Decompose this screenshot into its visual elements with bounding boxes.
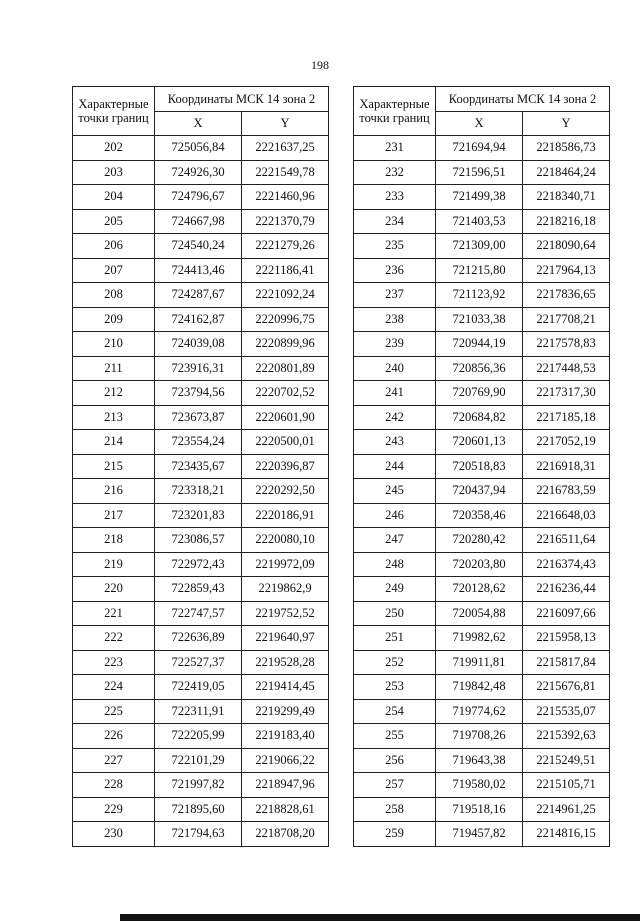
point-number-cell: 242 [354,405,436,430]
x-coordinate-cell: 720203,80 [436,552,523,577]
point-number-cell: 217 [73,503,155,528]
point-number-cell: 240 [354,356,436,381]
table-row [354,136,610,161]
x-coordinate-cell: 721309,00 [436,234,523,259]
x-coordinate-cell: 723554,24 [155,430,242,455]
x-coordinate-cell: 723435,67 [155,454,242,479]
table-row [73,405,329,430]
y-coordinate-cell: 2220601,90 [242,405,329,430]
point-number-cell: 203 [73,160,155,185]
table-row [354,748,610,773]
x-coordinate-cell: 723916,31 [155,356,242,381]
point-number-cell: 204 [73,185,155,210]
point-number-cell: 243 [354,430,436,455]
x-coordinate-cell: 719774,62 [436,699,523,724]
x-coordinate-cell: 722311,91 [155,699,242,724]
table-row [354,283,610,308]
x-coordinate-cell: 720280,42 [436,528,523,553]
points-column-header: Характерные точки границ [73,87,155,136]
x-coordinate-cell: 720518,83 [436,454,523,479]
point-number-cell: 224 [73,675,155,700]
y-coordinate-cell: 2216097,66 [523,601,610,626]
x-coordinate-cell: 722859,43 [155,577,242,602]
y-coordinate-cell: 2221637,25 [242,136,329,161]
y-coordinate-cell: 2220801,89 [242,356,329,381]
scan-edge-shadow [120,914,640,921]
y-column-header: Y [523,112,610,136]
coordinates-table-right [353,86,610,847]
x-coordinate-cell: 720769,90 [436,381,523,406]
point-number-cell: 232 [354,160,436,185]
y-coordinate-cell: 2221279,26 [242,234,329,259]
x-coordinate-cell: 722419,05 [155,675,242,700]
y-coordinate-cell: 2221092,24 [242,283,329,308]
table-row [354,479,610,504]
table-row [354,209,610,234]
table-row [354,650,610,675]
table-row [73,136,329,161]
point-number-cell: 212 [73,381,155,406]
point-number-cell: 231 [354,136,436,161]
table-row [354,454,610,479]
table-row [354,797,610,822]
y-column-header: Y [242,112,329,136]
point-number-cell: 222 [73,626,155,651]
point-number-cell: 221 [73,601,155,626]
table-row [354,258,610,283]
x-coordinate-cell: 719580,02 [436,773,523,798]
point-number-cell: 235 [354,234,436,259]
table-row [73,699,329,724]
table-row [354,822,610,847]
table-row [354,675,610,700]
y-coordinate-cell: 2220702,52 [242,381,329,406]
table-row [73,773,329,798]
table-row [354,773,610,798]
y-coordinate-cell: 2219066,22 [242,748,329,773]
point-number-cell: 226 [73,724,155,749]
point-number-cell: 216 [73,479,155,504]
point-number-cell: 253 [354,675,436,700]
y-coordinate-cell: 2217448,53 [523,356,610,381]
point-number-cell: 241 [354,381,436,406]
y-coordinate-cell: 2216783,59 [523,479,610,504]
y-coordinate-cell: 2220080,10 [242,528,329,553]
y-coordinate-cell: 2219862,9 [242,577,329,602]
table-row [354,503,610,528]
table-row [73,577,329,602]
y-coordinate-cell: 2218828,61 [242,797,329,822]
table-row [354,430,610,455]
x-coordinate-cell: 721033,38 [436,307,523,332]
point-number-cell: 227 [73,748,155,773]
table-row [354,160,610,185]
table-row [354,552,610,577]
x-column-header: X [155,112,242,136]
table-row [354,356,610,381]
point-number-cell: 209 [73,307,155,332]
y-coordinate-cell: 2215817,84 [523,650,610,675]
y-coordinate-cell: 2219414,45 [242,675,329,700]
table-row [73,307,329,332]
coords-column-header: Координаты МСК 14 зона 2 [436,87,610,112]
x-coordinate-cell: 721499,38 [436,185,523,210]
y-coordinate-cell: 2216918,31 [523,454,610,479]
point-number-cell: 248 [354,552,436,577]
table-row [73,724,329,749]
coords-column-header: Координаты МСК 14 зона 2 [155,87,329,112]
point-number-cell: 206 [73,234,155,259]
x-coordinate-cell: 719842,48 [436,675,523,700]
x-coordinate-cell: 720054,88 [436,601,523,626]
x-coordinate-cell: 720128,62 [436,577,523,602]
y-coordinate-cell: 2218947,96 [242,773,329,798]
x-coordinate-cell: 720437,94 [436,479,523,504]
table-row [73,332,329,357]
table-row [73,160,329,185]
table-row [73,356,329,381]
point-number-cell: 237 [354,283,436,308]
table-row [73,626,329,651]
table-row [73,503,329,528]
x-coordinate-cell: 721403,53 [436,209,523,234]
x-coordinate-cell: 722747,57 [155,601,242,626]
table-row [354,699,610,724]
table-row [73,258,329,283]
x-coordinate-cell: 720358,46 [436,503,523,528]
table-row [354,332,610,357]
x-coordinate-cell: 724540,24 [155,234,242,259]
point-number-cell: 229 [73,797,155,822]
x-coordinate-cell: 723201,83 [155,503,242,528]
y-coordinate-cell: 2218586,73 [523,136,610,161]
table-row [73,552,329,577]
point-number-cell: 220 [73,577,155,602]
point-number-cell: 258 [354,797,436,822]
x-coordinate-cell: 720856,36 [436,356,523,381]
point-number-cell: 247 [354,528,436,553]
point-number-cell: 202 [73,136,155,161]
point-number-cell: 255 [354,724,436,749]
y-coordinate-cell: 2221370,79 [242,209,329,234]
y-coordinate-cell: 2221549,78 [242,160,329,185]
x-coordinate-cell: 724926,30 [155,160,242,185]
table-row [73,185,329,210]
point-number-cell: 236 [354,258,436,283]
x-coordinate-cell: 723086,57 [155,528,242,553]
point-number-cell: 211 [73,356,155,381]
point-number-cell: 214 [73,430,155,455]
point-number-cell: 213 [73,405,155,430]
point-number-cell: 246 [354,503,436,528]
point-number-cell: 225 [73,699,155,724]
y-coordinate-cell: 2217836,65 [523,283,610,308]
y-coordinate-cell: 2220899,96 [242,332,329,357]
y-coordinate-cell: 2216648,03 [523,503,610,528]
table-row [73,797,329,822]
table-row [73,650,329,675]
x-coordinate-cell: 725056,84 [155,136,242,161]
table-row [354,724,610,749]
point-number-cell: 257 [354,773,436,798]
x-coordinate-cell: 723673,87 [155,405,242,430]
x-coordinate-cell: 724667,98 [155,209,242,234]
point-number-cell: 254 [354,699,436,724]
point-number-cell: 207 [73,258,155,283]
x-coordinate-cell: 721794,63 [155,822,242,847]
table-row [354,626,610,651]
point-number-cell: 223 [73,650,155,675]
table-row [73,528,329,553]
x-coordinate-cell: 719708,26 [436,724,523,749]
y-coordinate-cell: 2220292,50 [242,479,329,504]
x-coordinate-cell: 719518,16 [436,797,523,822]
y-coordinate-cell: 2218708,20 [242,822,329,847]
table-row [354,528,610,553]
y-coordinate-cell: 2220186,91 [242,503,329,528]
y-coordinate-cell: 2214961,25 [523,797,610,822]
point-number-cell: 228 [73,773,155,798]
table-row [354,405,610,430]
x-coordinate-cell: 721895,60 [155,797,242,822]
y-coordinate-cell: 2219640,97 [242,626,329,651]
x-coordinate-cell: 721694,94 [436,136,523,161]
y-coordinate-cell: 2217964,13 [523,258,610,283]
point-number-cell: 256 [354,748,436,773]
table-row [73,601,329,626]
y-coordinate-cell: 2218340,71 [523,185,610,210]
table-row [354,185,610,210]
y-coordinate-cell: 2221186,41 [242,258,329,283]
y-coordinate-cell: 2217317,30 [523,381,610,406]
y-coordinate-cell: 2215676,81 [523,675,610,700]
x-coordinate-cell: 720944,19 [436,332,523,357]
y-coordinate-cell: 2219299,49 [242,699,329,724]
point-number-cell: 215 [73,454,155,479]
x-coordinate-cell: 720601,13 [436,430,523,455]
point-number-cell: 208 [73,283,155,308]
x-coordinate-cell: 721997,82 [155,773,242,798]
x-coordinate-cell: 724162,87 [155,307,242,332]
x-coordinate-cell: 722101,29 [155,748,242,773]
x-coordinate-cell: 719982,62 [436,626,523,651]
table-row [354,601,610,626]
x-coordinate-cell: 722205,99 [155,724,242,749]
table-row [354,577,610,602]
y-coordinate-cell: 2215249,51 [523,748,610,773]
y-coordinate-cell: 2220996,75 [242,307,329,332]
x-coordinate-cell: 719643,38 [436,748,523,773]
y-coordinate-cell: 2217708,21 [523,307,610,332]
y-coordinate-cell: 2218216,18 [523,209,610,234]
y-coordinate-cell: 2217185,18 [523,405,610,430]
x-column-header: X [436,112,523,136]
table-row [73,381,329,406]
table-row [354,307,610,332]
x-coordinate-cell: 723318,21 [155,479,242,504]
points-column-header: Характерные точки границ [354,87,436,136]
point-number-cell: 230 [73,822,155,847]
x-coordinate-cell: 719457,82 [436,822,523,847]
y-coordinate-cell: 2215958,13 [523,626,610,651]
point-number-cell: 210 [73,332,155,357]
point-number-cell: 233 [354,185,436,210]
point-number-cell: 259 [354,822,436,847]
table-row [73,283,329,308]
y-coordinate-cell: 2215392,63 [523,724,610,749]
y-coordinate-cell: 2219528,28 [242,650,329,675]
point-number-cell: 234 [354,209,436,234]
point-number-cell: 245 [354,479,436,504]
point-number-cell: 249 [354,577,436,602]
x-coordinate-cell: 724413,46 [155,258,242,283]
point-number-cell: 218 [73,528,155,553]
coordinates-table-left [72,86,329,847]
table-row [354,381,610,406]
point-number-cell: 239 [354,332,436,357]
y-coordinate-cell: 2218464,24 [523,160,610,185]
y-coordinate-cell: 2214816,15 [523,822,610,847]
y-coordinate-cell: 2215535,07 [523,699,610,724]
x-coordinate-cell: 720684,82 [436,405,523,430]
x-coordinate-cell: 722972,43 [155,552,242,577]
table-row [73,479,329,504]
table-row [73,675,329,700]
page-number: 198 [311,58,329,72]
x-coordinate-cell: 721596,51 [436,160,523,185]
point-number-cell: 238 [354,307,436,332]
y-coordinate-cell: 2217052,19 [523,430,610,455]
y-coordinate-cell: 2218090,64 [523,234,610,259]
point-number-cell: 250 [354,601,436,626]
x-coordinate-cell: 724796,67 [155,185,242,210]
x-coordinate-cell: 724287,67 [155,283,242,308]
x-coordinate-cell: 724039,08 [155,332,242,357]
y-coordinate-cell: 2219183,40 [242,724,329,749]
y-coordinate-cell: 2216374,43 [523,552,610,577]
point-number-cell: 244 [354,454,436,479]
point-number-cell: 251 [354,626,436,651]
x-coordinate-cell: 721123,92 [436,283,523,308]
table-row [354,234,610,259]
x-coordinate-cell: 721215,80 [436,258,523,283]
y-coordinate-cell: 2217578,83 [523,332,610,357]
point-number-cell: 205 [73,209,155,234]
table-row [73,748,329,773]
x-coordinate-cell: 719911,81 [436,650,523,675]
table-row [73,822,329,847]
y-coordinate-cell: 2221460,96 [242,185,329,210]
y-coordinate-cell: 2215105,71 [523,773,610,798]
point-number-cell: 252 [354,650,436,675]
y-coordinate-cell: 2220500,01 [242,430,329,455]
y-coordinate-cell: 2216511,64 [523,528,610,553]
y-coordinate-cell: 2219972,09 [242,552,329,577]
table-row [73,234,329,259]
x-coordinate-cell: 723794,56 [155,381,242,406]
point-number-cell: 219 [73,552,155,577]
table-row [73,430,329,455]
y-coordinate-cell: 2219752,52 [242,601,329,626]
y-coordinate-cell: 2220396,87 [242,454,329,479]
table-row [73,209,329,234]
x-coordinate-cell: 722527,37 [155,650,242,675]
y-coordinate-cell: 2216236,44 [523,577,610,602]
x-coordinate-cell: 722636,89 [155,626,242,651]
table-row [73,454,329,479]
